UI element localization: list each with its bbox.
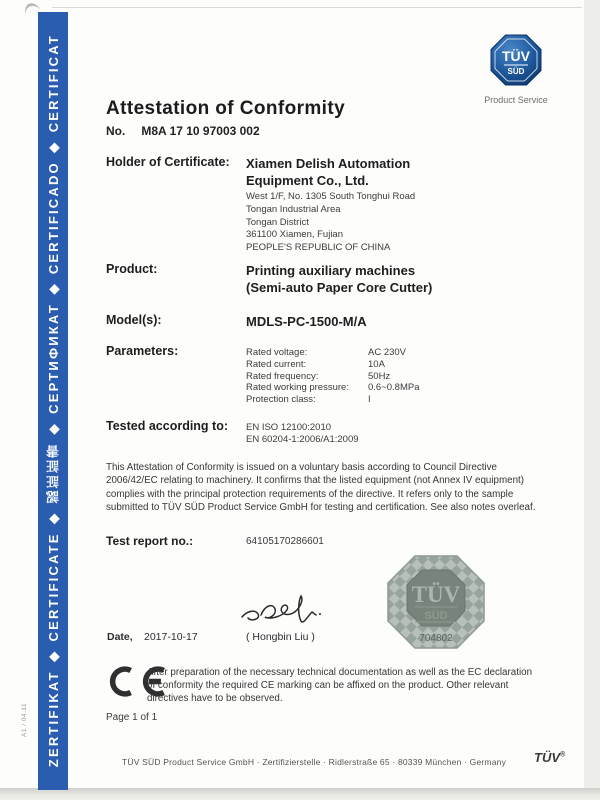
parameter-name: Rated frequency: [246,370,319,382]
conformity-statement: This Attestation of Conformity is issued on a voluntary basis according to Council Directive 2006/42/EC relating to machinery. It confirms that the listed equipment (not Annex IV equipment) complies with the principal protection requirements of the directive. It refers only to the sample submitted to TÜV SÜD Product Service GmbH for testing and certification. See also notes overleaf. [106,462,536,513]
tested-standards [246,422,359,446]
svg-text:TÜV: TÜV [411,582,461,607]
tested-label: Tested according to: [106,419,229,433]
address-line: 361100 Xiamen, Fujian [246,229,343,241]
svg-text:TÜV: TÜV [502,48,530,64]
signature-icon [238,590,330,628]
svg-text:SÜD: SÜD [424,610,448,622]
parameter-row [246,394,420,406]
address-line: Tongan Industrial Area [246,203,341,215]
holder-name-line1: Xiamen Delish Automation [246,156,411,171]
standard-line: EN 60204-1:2006/A1:2009 [246,434,359,445]
parameter-row [246,371,420,383]
certificate-band-text: ZERTIFIKAT ◆ CERTIFICATE ◆ 認証証書 ◆ СЕРТИФИКАТ ◆ CERTIFICADO ◆ CERTIFICAT [45,34,61,768]
page-top-edge [52,7,582,8]
test-report-label: Test report no.: [106,534,194,548]
registered-mark: ® [560,751,566,759]
ce-note: After preparation of the necessary technical documentation as well as the EC declaration of conformity the required CE marking can be affixed on the product. Other relevant directives have to be observed. [147,667,533,705]
svg-text:SÜD: SÜD [507,67,525,76]
address-line: West 1/F, No. 1305 South Tonghui Road [246,191,416,202]
parameters-label: Parameters: [106,344,179,358]
address-line: Tongan District [246,216,309,228]
footer-tuv-logo [534,750,565,765]
parameter-value: AC 230V [368,347,407,358]
page-right-edge [566,24,584,788]
test-report-value: 64105170286601 [246,536,324,547]
parameter-value: I [368,394,371,406]
holder-label: Holder of Certificate: [106,155,230,169]
page-title: Attestation of Conformity [106,98,346,119]
product-label: Product: [106,262,158,276]
date-label: Date, [107,631,133,643]
holder-name-line2: Equipment Co., Ltd. [246,173,369,188]
certificate-band [38,12,68,790]
holder-name [246,155,410,189]
certificate-number-line [106,124,260,138]
tuv-stamp-icon [385,553,487,651]
product-line2: (Semi-auto Paper Core Cutter) [246,280,433,295]
parameters-table [246,347,420,406]
holder-address [246,191,415,255]
logo-caption: Product Service [484,95,548,105]
signer-name: ( Hongbin Liu ) [246,631,315,643]
product-line1: Printing auxiliary machines [246,263,416,278]
certificate-number-value: M8A 17 10 97003 002 [141,124,260,138]
form-revision-note: A1 / 04.11 [21,702,28,737]
footer-brand-text: TÜV [534,750,560,765]
date-value: 2017-10-17 [144,631,198,643]
certificate-number-label: No. [106,124,126,138]
parameter-name: Rated voltage: [246,347,308,358]
svg-text:704802: 704802 [419,633,453,644]
models-value: MDLS-PC-1500-M/A [246,314,367,329]
parameter-value: 10A [368,358,385,370]
parameter-name: Protection class: [246,394,316,406]
tuv-sud-logo [482,34,550,105]
page-bottom-edge [0,788,600,800]
tuv-sud-octagon-icon [490,34,542,86]
parameter-row [246,382,420,394]
page-count: Page 1 of 1 [106,712,158,723]
footer-address: TÜV SÜD Product Service GmbH · Zertifizierstelle · Ridlerstraße 65 · 80339 München · Germany [122,757,507,767]
parameter-name: Rated current: [246,358,307,370]
parameter-value: 50Hz [368,370,391,382]
address-line: PEOPLE'S REPUBLIC OF CHINA [246,242,391,254]
parameter-value: 0.6~0.8MPa [368,382,420,394]
parameter-row [246,359,420,371]
standard-line: EN ISO 12100:2010 [246,422,332,433]
product-value [246,262,432,296]
parameter-row [246,347,420,359]
parameter-name: Rated working pressure: [246,382,349,394]
models-label: Model(s): [106,313,162,327]
